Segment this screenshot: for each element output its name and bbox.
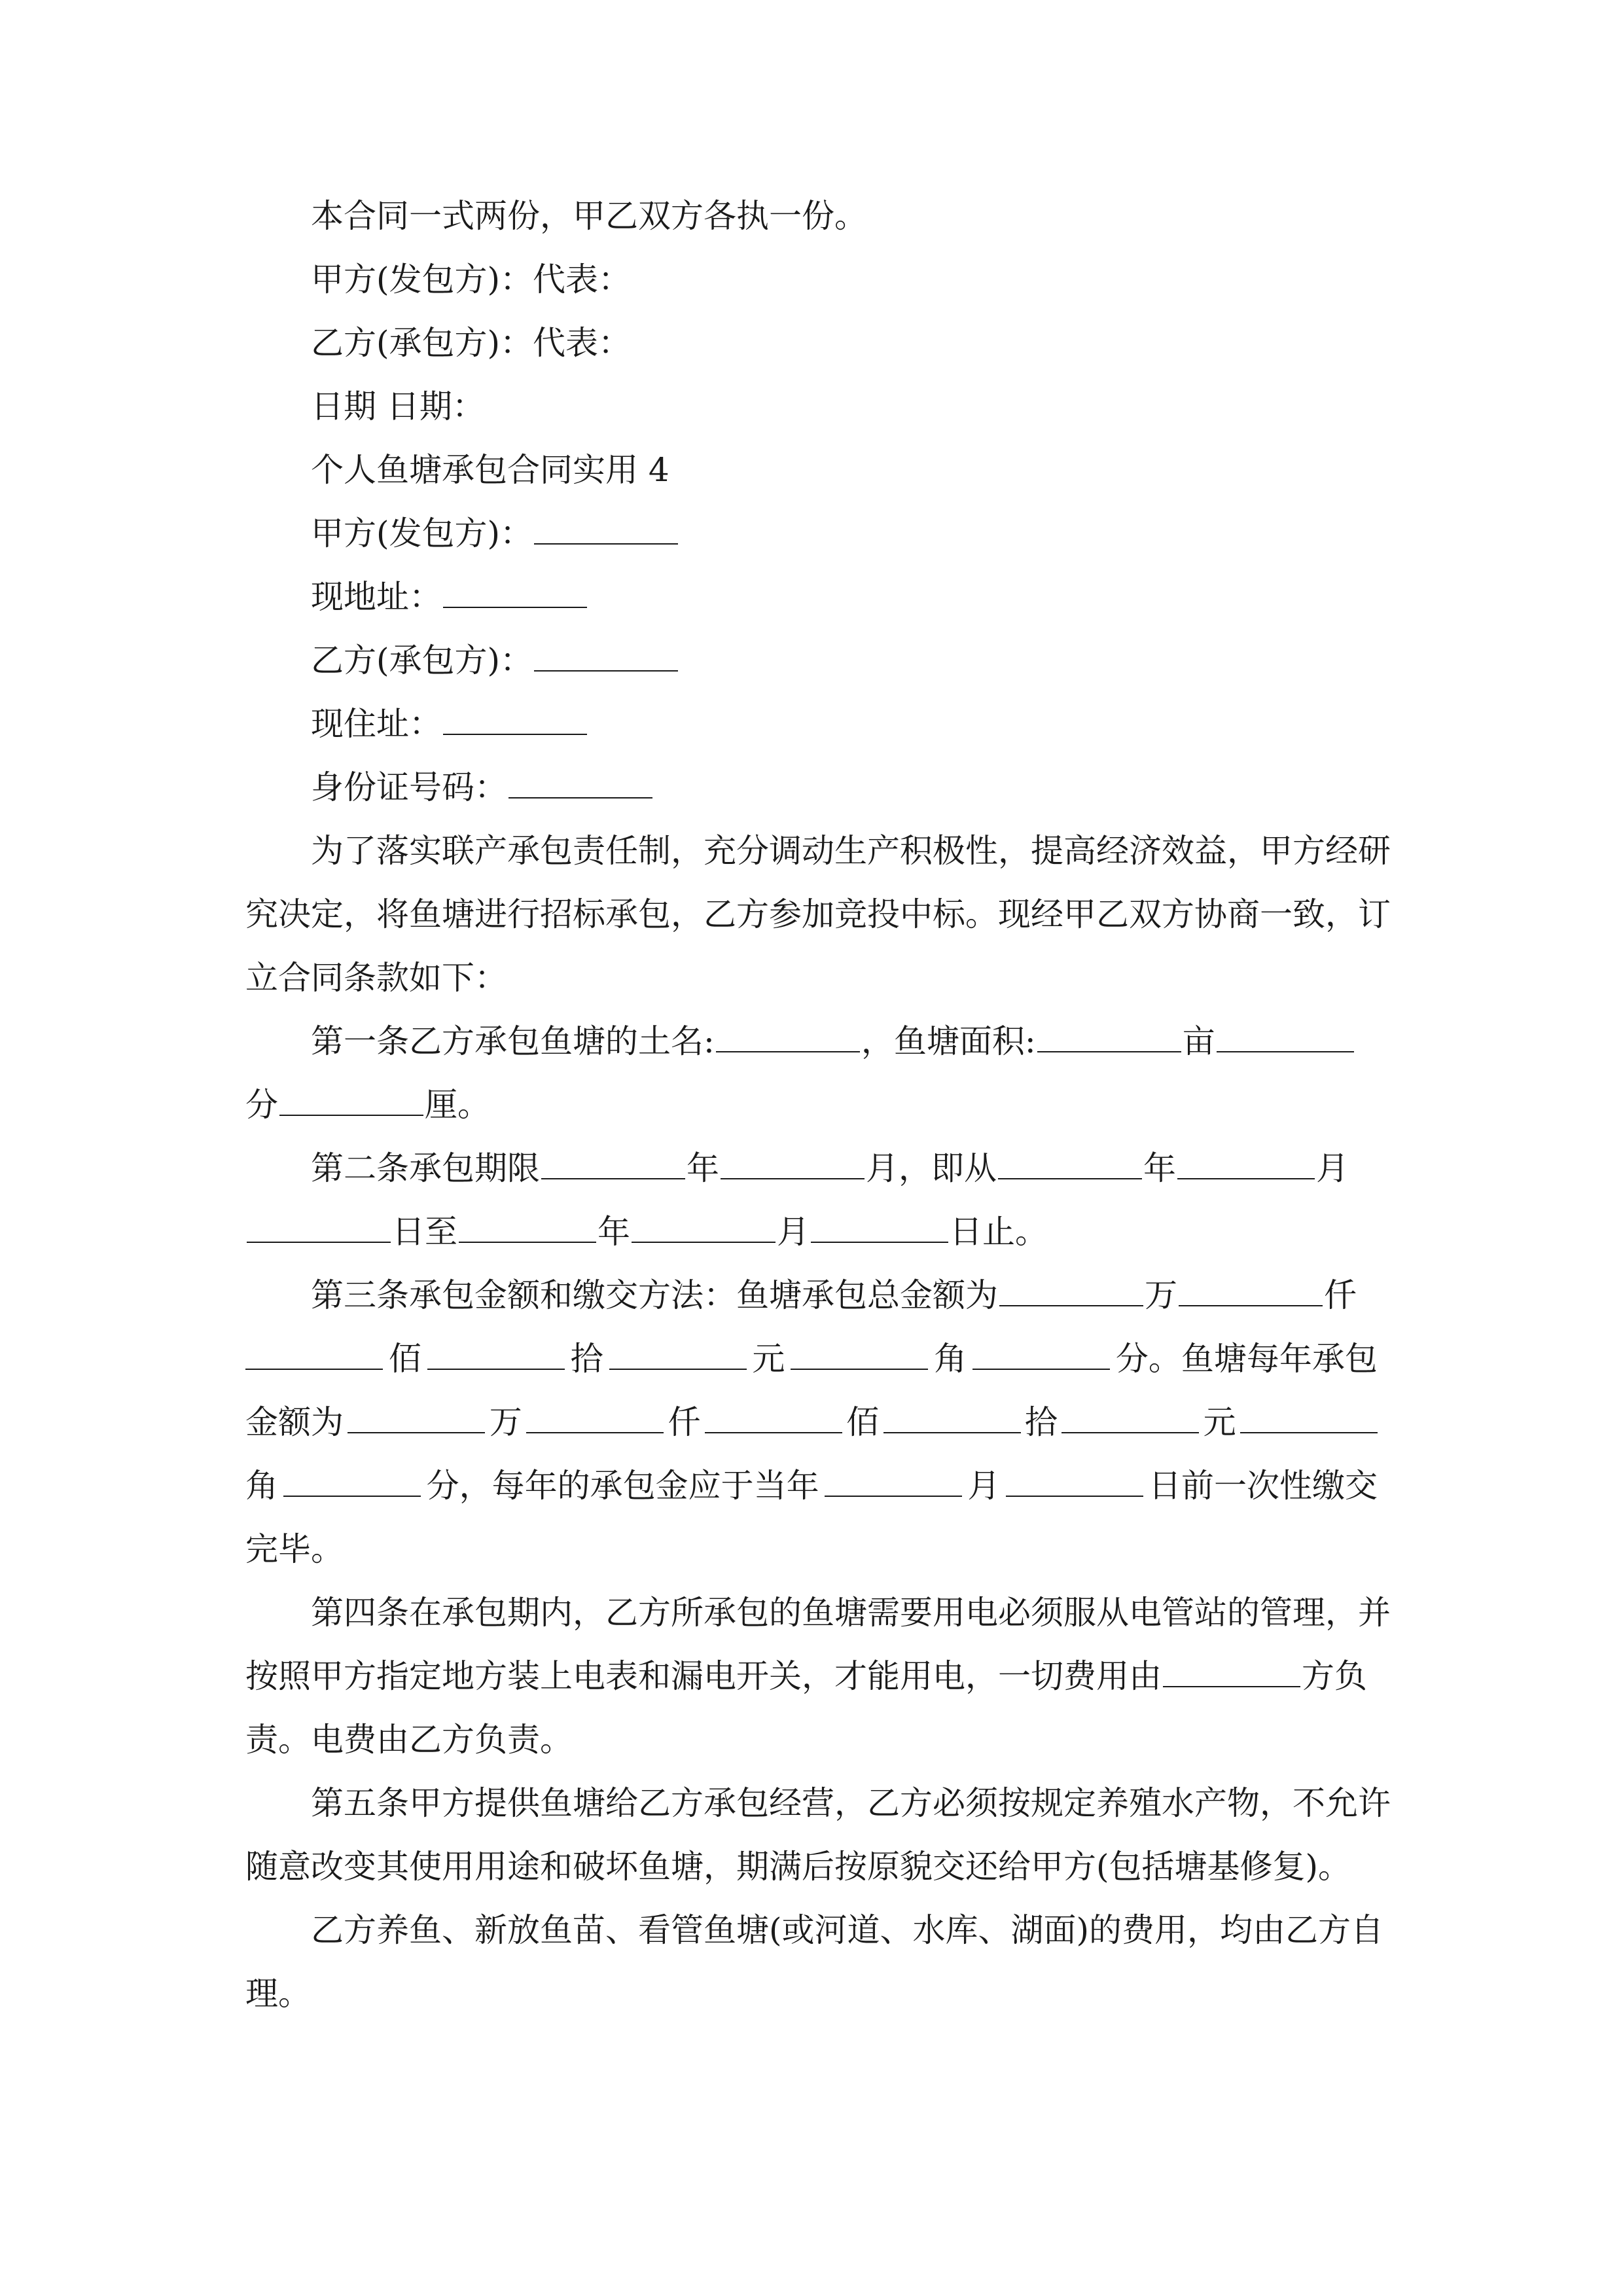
blank-field — [1061, 1403, 1199, 1433]
blank-field — [526, 1403, 664, 1433]
article-2-line-2: 日至 年 月 日止。 — [245, 1212, 1048, 1251]
article-3-line-5: 完毕。 — [245, 1530, 344, 1568]
blank-field — [811, 1213, 948, 1243]
blank-field — [427, 1340, 565, 1370]
article-3-line-2: 佰 拾 元 角 分。鱼塘每年承包 — [245, 1339, 1378, 1378]
intro-line-3: 立合同条款如下： — [245, 959, 507, 997]
blank-field — [247, 1213, 391, 1243]
blank-field — [1163, 1657, 1300, 1687]
blank-field — [443, 705, 587, 735]
date-line: 日期 日期： — [311, 387, 485, 425]
article-4-line-2: 按照甲方指定地方装上电表和漏电开关，才能用电，一切费用由 方负 — [245, 1657, 1367, 1695]
blank-field — [443, 578, 587, 608]
article-4-line-1: 第四条在承包期内，乙方所承包的鱼塘需要用电必须服从电管站的管理，并 — [311, 1594, 1391, 1632]
blank-field — [825, 1467, 962, 1497]
blank-field — [721, 1149, 865, 1179]
article-3-line-4: 角 分，每年的承包金应于当年 月 日前一次性缴交 — [245, 1467, 1378, 1505]
blank-field — [972, 1340, 1110, 1370]
blank-field — [534, 641, 678, 672]
party-b-representative: 乙方(承包方)：代表： — [311, 324, 632, 362]
article-3-line-3: 金额为 万 仟 佰 拾 元 — [245, 1403, 1378, 1442]
article-1-line-1: 第一条乙方承包鱼塘的土名: ，鱼塘面积: 亩 — [311, 1022, 1355, 1061]
blank-field — [609, 1340, 747, 1370]
address-b-line: 现住址： — [311, 704, 588, 744]
blank-field — [883, 1403, 1021, 1433]
id-number-line: 身份证号码： — [311, 768, 654, 807]
article-4-line-3: 责。电费由乙方负责。 — [245, 1721, 573, 1759]
blank-field — [716, 1022, 860, 1052]
blank-field — [632, 1213, 776, 1243]
blank-field — [791, 1340, 928, 1370]
blank-field — [1037, 1022, 1181, 1052]
article-6-line-2: 理。 — [245, 1975, 311, 2013]
intro-line-2: 究决定，将鱼塘进行招标承包，乙方参加竞投中标。现经甲乙双方协商一致，订 — [245, 895, 1391, 933]
blank-field — [508, 768, 652, 798]
blank-field — [279, 1086, 423, 1116]
blank-field — [1177, 1149, 1315, 1179]
party-a-representative: 甲方(发包方)：代表： — [311, 260, 632, 298]
contract-title: 个人鱼塘承包合同实用 4 — [311, 451, 669, 489]
article-2-line-1: 第二条承包期限 年 月，即从 年 月 — [311, 1149, 1349, 1187]
blank-field — [1217, 1022, 1354, 1052]
article-5-line-1: 第五条甲方提供鱼塘给乙方承包经营，乙方必须按规定养殖水产物，不允许 — [311, 1784, 1391, 1822]
article-6-line-1: 乙方养鱼、新放鱼苗、看管鱼塘(或河道、水库、湖面)的费用，均由乙方自 — [311, 1911, 1384, 1949]
party-b-line: 乙方(承包方)： — [311, 641, 679, 680]
article-1-line-2: 分 厘。 — [245, 1086, 490, 1124]
blank-field — [998, 1149, 1142, 1179]
blank-field — [541, 1149, 685, 1179]
blank-field — [1006, 1467, 1143, 1497]
blank-field — [1179, 1276, 1323, 1306]
article-3-line-1: 第三条承包金额和缴交方法：鱼塘承包总金额为 万 仟 — [311, 1276, 1357, 1314]
party-a-line: 甲方(发包方)： — [311, 514, 679, 553]
blank-field — [999, 1276, 1143, 1306]
copies-clause: 本合同一式两份，甲乙双方各执一份。 — [311, 197, 867, 235]
article-5-line-2: 随意改变其使用用途和破坏鱼塘，期满后按原貌交还给甲方(包括塘基修复)。 — [245, 1848, 1351, 1886]
address-a-line: 现地址： — [311, 577, 588, 617]
blank-field — [348, 1403, 485, 1433]
blank-field — [1240, 1403, 1378, 1433]
intro-line-1: 为了落实联产承包责任制，充分调动生产积极性，提高经济效益，甲方经研 — [311, 832, 1391, 870]
blank-field — [534, 514, 678, 545]
blank-field — [459, 1213, 596, 1243]
blank-field — [283, 1467, 421, 1497]
blank-field — [245, 1340, 383, 1370]
blank-field — [705, 1403, 842, 1433]
